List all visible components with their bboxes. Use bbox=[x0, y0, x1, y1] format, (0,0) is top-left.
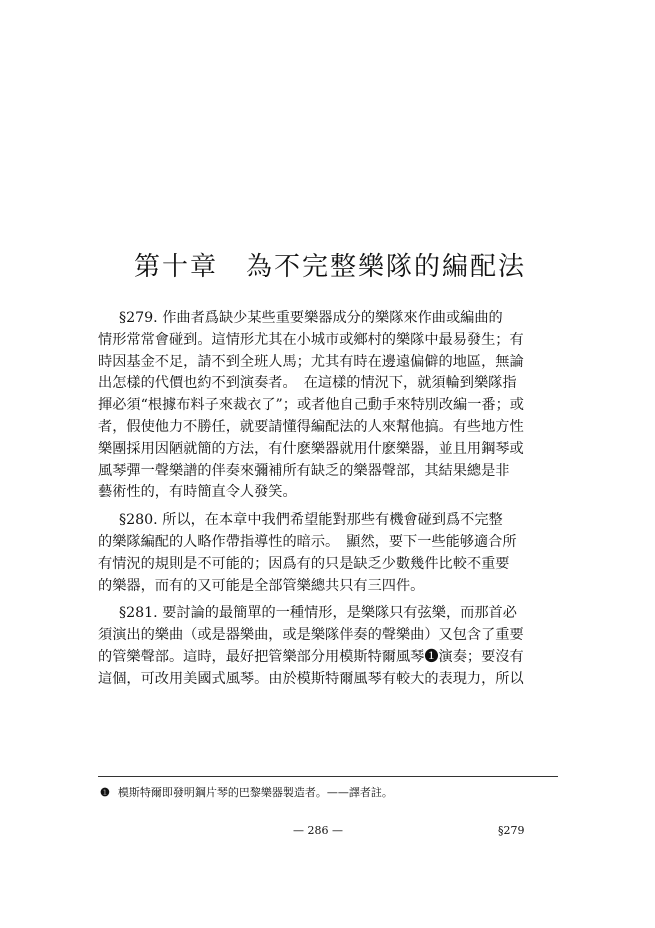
text-line: 的樂器，而有的又可能是全部管樂總共只有三四件。 bbox=[98, 577, 425, 594]
text-line: 時因基金不足，請不到全班人馬；尤其有時在邊遠偏僻的地區，無論 bbox=[98, 353, 524, 370]
chapter-title: 第十章 為不完整樂隊的編配法 bbox=[133, 252, 526, 282]
footnote bbox=[100, 784, 393, 800]
footnote-text: 模斯特爾即發明鋼片琴的巴黎樂器製造者。——譯者註。 bbox=[117, 786, 393, 799]
text-line: §280. 所以，在本章中我們希望能對那些有機會碰到爲不完整 bbox=[119, 512, 503, 529]
paragraph-280 bbox=[98, 510, 560, 597]
section-reference: §279 bbox=[498, 824, 525, 837]
text-line: 有情況的規則是不可能的；因爲有的只是缺乏少數幾件比較不重要 bbox=[98, 555, 510, 572]
text-line: 情形常常會碰到。這情形尤其在小城市或鄉村的樂隊中最易發生；有 bbox=[98, 331, 524, 348]
text-line: §279. 作曲者爲缺少某些重要樂器成分的樂隊來作曲或編曲的 bbox=[119, 310, 503, 326]
text-line: §281. 要討論的最簡單的一種情形，是樂隊只有弦樂，而那首必 bbox=[119, 605, 517, 622]
text-line: 者，假使他力不勝任，就要請懂得編配法的人來幫他搞。有些地方性 bbox=[98, 418, 524, 435]
paragraph-281 bbox=[98, 603, 560, 690]
paragraph-279 bbox=[98, 308, 560, 504]
body-text bbox=[98, 308, 560, 691]
text-line: 藝術性的，有時簡直令人發笑。 bbox=[98, 484, 297, 501]
text-line: 樂團採用因陋就簡的方法，有什麽樂器就用什麽樂器，並且用鋼琴或 bbox=[98, 440, 524, 457]
footnote-mark: ❶ bbox=[100, 786, 110, 799]
text-line: 的管樂聲部。這時，最好把管樂部分用模斯特爾風琴❶演奏；要沒有 bbox=[98, 648, 524, 665]
page-number: — 286 — bbox=[293, 824, 343, 837]
footnote-divider bbox=[98, 776, 558, 777]
text-line: 出怎樣的代價也約不到演奏者。 在這樣的情況下，就須輪到樂隊指 bbox=[98, 375, 517, 392]
text-line: 這個，可改用美國式風琴。由於模斯特爾風琴有較大的表現力，所以 bbox=[98, 670, 524, 687]
text-line: 揮必須“根據布料子來裁衣了”；或者他自己動手來特別改編一番；或 bbox=[98, 397, 524, 414]
text-line: 須演出的樂曲（或是器樂曲，或是樂隊伴奏的聲樂曲）又包含了重要 bbox=[98, 627, 524, 644]
text-line: 風琴彈一聲樂譜的伴奏來彌補所有缺乏的樂器聲部，其結果總是非 bbox=[98, 462, 510, 479]
text-line: 的樂隊編配的人略作帶指導性的暗示。 顯然，要下一些能够適合所 bbox=[98, 533, 517, 550]
